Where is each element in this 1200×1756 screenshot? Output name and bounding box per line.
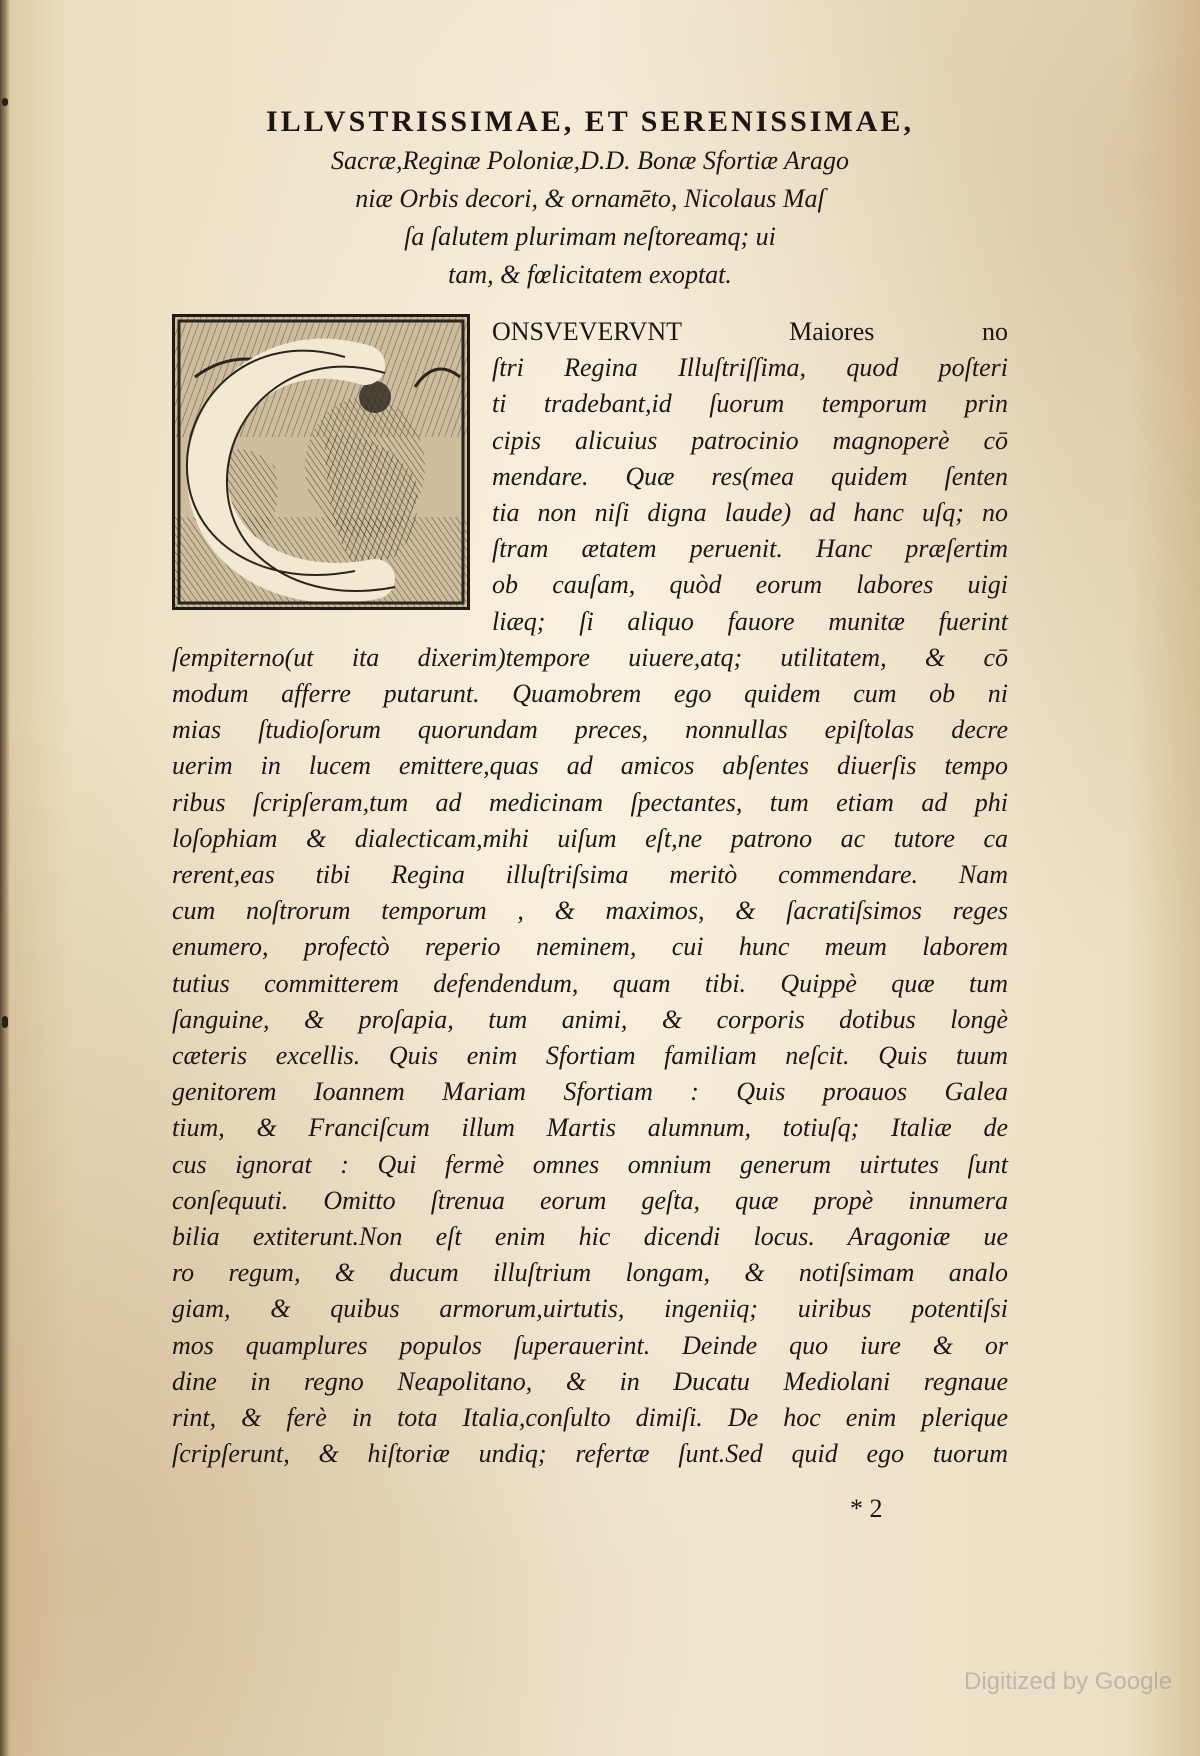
body-line: loſophiam & dialecticam,mihi uiſum eſt,ne patrono ac tutore ca [172, 823, 1008, 853]
body-line: ob cauſam, quòd eorum labores uigi [492, 570, 1008, 600]
body-line: cum noſtrorum temporum , & maximos, & ſacratiſsimos reges [172, 896, 1008, 926]
body-line: modum afferre putarunt. Quamobrem ego quidem cum ob ni [172, 679, 1008, 709]
woodcut-initial-letter [172, 314, 470, 610]
body-line: ro regum, & ducum illuſtrium longam, & notiſsimam analo [172, 1258, 1008, 1288]
body-line: cipis alicuius patrocinio magnoperè cō [492, 425, 1008, 455]
body-line: mias ſtudioſorum quorundam preces, nonnullas epiſtolas decre [172, 715, 1008, 745]
body-line: mos quamplures populos ſuperauerint. Deinde quo iure & or [172, 1330, 1008, 1360]
body-line: tutius committerem defendendum, quam tibi. Quippè quæ tum [172, 968, 1008, 998]
dedication-line: Sacræ,Reginæ Poloniæ,D.D. Bonæ Sfortiæ Arago [330, 146, 850, 175]
body-line: mendare. Quæ res(mea quidem ſenten [492, 461, 1008, 491]
body-line: rint, & ferè in tota Italia,conſulto dimiſi. De hoc enim plerique [172, 1403, 1008, 1433]
body-line: ſcripſerunt, & hiſtoriæ undiq; refertæ ſunt.Sed quid ego tuorum [172, 1439, 1008, 1469]
body-line: liæq; ſi aliquo fauore munitæ fuerint [492, 606, 1008, 636]
body-text [172, 314, 1008, 1473]
page-signature: * 2 [850, 1494, 883, 1523]
body-line: giam, & quibus armorum,uirtutis, ingeniiq; uiribus potentiſsi [172, 1294, 1008, 1324]
body-line: tium, & Franciſcum illum Martis alumnum, totiuſq; Italiæ de [172, 1113, 1008, 1143]
page-edge [0, 0, 10, 1756]
body-line: ribus ſcripſeram,tum ad medicinam ſpectantes, tum etiam ad phi [172, 787, 1008, 817]
body-line: cus ignorat : Qui fermè omnes omnium generum uirtutes ſunt [172, 1149, 1008, 1179]
body-line: rerent,eas tibi Regina illuſtriſsima meritò commendare. Nam [172, 860, 1008, 890]
body-line: dine in regno Neapolitano, & in Ducatu Mediolani regnaue [172, 1366, 1008, 1396]
dedication-line: tam, & fœlicitatem exoptat. [448, 260, 732, 289]
body-line: ONSVEVERVNT Maiores no [492, 317, 1008, 346]
body-line: uerim in lucem emittere,quas ad amicos abſentes diuerſis tempo [172, 751, 1008, 781]
body-line: cæteris excellis. Quis enim Sfortiam familiam neſcit. Quis tuum [172, 1041, 1008, 1071]
dedication-title: ILLVSTRISSIMAE, ET SERENISSIMAE, [266, 105, 914, 138]
dedication-line: niæ Orbis decori, & ornamēto, Nicolaus Maſ [355, 184, 825, 213]
margin-mark [2, 98, 8, 106]
body-line: bilia extiterunt.Non eſt enim hic dicendi locus. Aragoniæ ue [172, 1222, 1008, 1252]
body-line: tia non niſi digna laude) ad hanc uſq; no [492, 498, 1008, 528]
body-line: ſempiterno(ut ita dixerim)tempore uiuere,atq; utilitatem, & cō [172, 642, 1008, 672]
body-line: genitorem Ioannem Mariam Sfortiam : Quis proauos Galea [172, 1077, 1008, 1107]
body-line: conſequuti. Omitto ſtrenua eorum geſta, quæ propè innumera [172, 1185, 1008, 1215]
body-line: enumero, profectò reperio neminem, cui hunc meum laborem [172, 932, 1008, 962]
body-line: ſanguine, & proſapia, tum animi, & corporis dotibus longè [172, 1004, 1008, 1034]
body-line: ſtram ætatem peruenit. Hanc præſertim [492, 534, 1008, 564]
dedication-line: ſa ſalutem plurimam neſtoreamq; ui [404, 222, 776, 251]
digitized-watermark: Digitized by Google [964, 1668, 1173, 1695]
dedication-page [172, 102, 1008, 1473]
body-line: ſtri Regina Illuſtriſſima, quod poſteri [492, 353, 1008, 383]
margin-mark [2, 1016, 8, 1028]
body-line: ti tradebant,id ſuorum temporum prin [492, 389, 1008, 419]
